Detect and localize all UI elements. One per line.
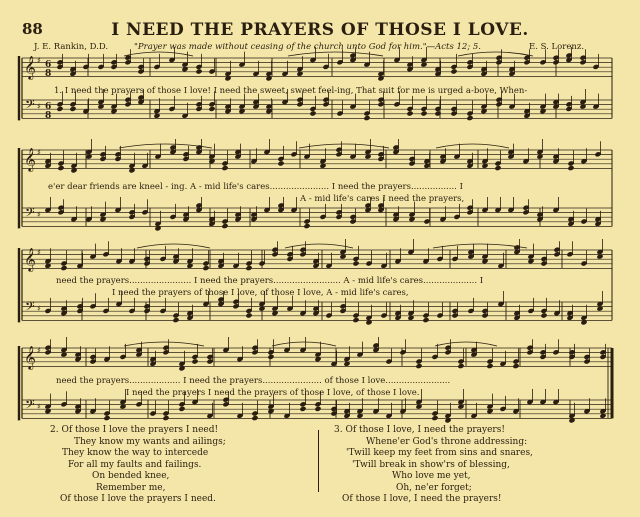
slur	[285, 244, 353, 248]
note-head	[195, 68, 202, 74]
treble-clef-icon: 𝄞	[24, 147, 36, 171]
verse-line: On bended knee,	[92, 471, 170, 481]
slur	[433, 244, 527, 248]
time-signature-denominator: 8	[45, 69, 52, 79]
sharp-icon: ♯	[37, 56, 41, 65]
note-head	[314, 406, 321, 412]
note-head	[457, 363, 464, 369]
note-head	[406, 110, 413, 116]
sharp-icon: ♯	[37, 346, 41, 355]
verse-divider	[318, 430, 319, 492]
page-number: 88	[22, 20, 43, 38]
note-head	[303, 223, 310, 229]
note-head	[434, 110, 441, 116]
slur	[272, 342, 336, 346]
note-head	[352, 260, 359, 266]
scripture-epigraph: "Prayer was made without ceasing of the church unto God for him."—Acts 12; 5.	[134, 42, 482, 52]
verse-line: Who love me yet,	[392, 471, 471, 481]
treble-clef-icon: 𝄞	[24, 247, 36, 271]
note-head	[208, 106, 215, 112]
composer-credit: E. S. Lorenz.	[529, 42, 585, 52]
sharp-icon: ♯	[37, 402, 41, 411]
slur	[137, 244, 210, 248]
note-head	[245, 265, 252, 271]
lyrics-system-1: 1. I need the prayers of those I love! I need the sweet, sweet feel-ing, That suit for me is urged a-bove, When-	[54, 86, 528, 96]
note-head	[245, 312, 252, 318]
note-head	[420, 110, 427, 116]
note-head	[363, 115, 370, 121]
bass-clef-icon: 𝄢	[25, 205, 35, 223]
note-head	[251, 415, 258, 421]
note-head	[512, 363, 519, 369]
lyrics-system-3-lower: I need the prayers of those I love, of those I love, A - mid life's cares,	[112, 288, 409, 298]
slur	[458, 52, 533, 56]
note-head	[221, 165, 228, 171]
verse-line: They know my wants and ailings;	[74, 436, 226, 447]
slur	[288, 52, 383, 56]
verse-line: For all my faults and failings.	[68, 459, 202, 470]
author-credit: J. E. Rankin, D.D.	[34, 42, 109, 52]
lyrics-system-4-upper: need the prayers................... I need the prayers...................... of those I love........................	[56, 376, 451, 386]
note-head	[309, 110, 316, 116]
verse-line: 'Twill break in show'rs of blessing,	[352, 459, 510, 470]
note-head	[299, 406, 306, 412]
verse-line: 2. Of those I love the prayers I need!	[50, 425, 219, 435]
sharp-icon: ♯	[37, 304, 41, 313]
bass-clef-icon: 𝄢	[25, 299, 35, 317]
note-head	[162, 415, 169, 421]
sharp-icon: ♯	[37, 248, 41, 257]
time-signature-numerator: 6	[45, 102, 52, 112]
verse-line: 3. Of those I love, I need the prayers!	[334, 425, 505, 435]
note-head	[221, 223, 228, 229]
slur	[299, 144, 389, 148]
note-head	[57, 165, 64, 171]
time-signature-denominator: 8	[45, 111, 52, 121]
lyrics-system-4-lower: I need the prayers I need the prayers of those I love, of those I love.	[126, 388, 420, 398]
note-head	[486, 363, 493, 369]
note-head	[267, 354, 274, 360]
note-head	[69, 106, 76, 112]
lyrics-system-2-upper: e'er dear friends are kneel - ing. A - mid life's cares...................... I need the prayers................. I	[48, 182, 463, 192]
verse-line: Oh, ne'er forget;	[396, 482, 472, 493]
lyrics-system-2-lower: A - mid life's cares I need the prayers,	[300, 194, 465, 204]
note-head	[466, 115, 473, 121]
note-head	[422, 317, 429, 323]
verse-3	[334, 425, 533, 506]
note-head	[172, 317, 179, 323]
verse-line: They know the way to intercede	[62, 448, 209, 458]
treble-clef-icon: 𝄞	[24, 345, 36, 369]
verse-line: Of those I love the prayers I need.	[60, 494, 216, 504]
note-head	[540, 312, 547, 318]
slur	[124, 342, 204, 346]
note-head	[191, 358, 198, 364]
note-head	[60, 265, 67, 271]
verse-2	[50, 425, 226, 506]
slur	[124, 52, 193, 56]
note-head	[352, 317, 359, 323]
sharp-icon: ♯	[37, 210, 41, 219]
note-head	[277, 160, 284, 166]
verse-line: 'Twill keep my feet from sins and snares,	[346, 448, 533, 458]
note-head	[450, 68, 457, 74]
note-head	[178, 406, 185, 412]
bass-clef-icon: 𝄢	[25, 397, 35, 415]
note-head	[103, 415, 110, 421]
verse-line: Remember me,	[96, 482, 166, 493]
note-head	[567, 165, 574, 171]
slur	[435, 342, 497, 346]
note-head	[494, 165, 501, 171]
sharp-icon: ♯	[37, 148, 41, 157]
note-head	[202, 265, 209, 271]
lyrics-system-3-upper: need the prayers....................... I need the prayers......................... A - mid life's cares.................... I	[56, 276, 484, 286]
treble-clef-icon: 𝄞	[24, 55, 36, 79]
note-head	[56, 106, 63, 112]
bass-clef-icon: 𝄢	[25, 97, 35, 115]
note-head	[415, 363, 422, 369]
note-head	[431, 415, 438, 421]
verse-line: Whene'er God's throne addressing:	[366, 436, 528, 447]
verse-line: Of those I love, I need the prayers!	[342, 494, 502, 504]
hymn-title: I NEED THE PRAYERS OF THOSE I LOVE.	[111, 20, 529, 40]
slur	[436, 144, 509, 148]
time-signature-numerator: 6	[45, 60, 52, 70]
sharp-icon: ♯	[37, 102, 41, 111]
